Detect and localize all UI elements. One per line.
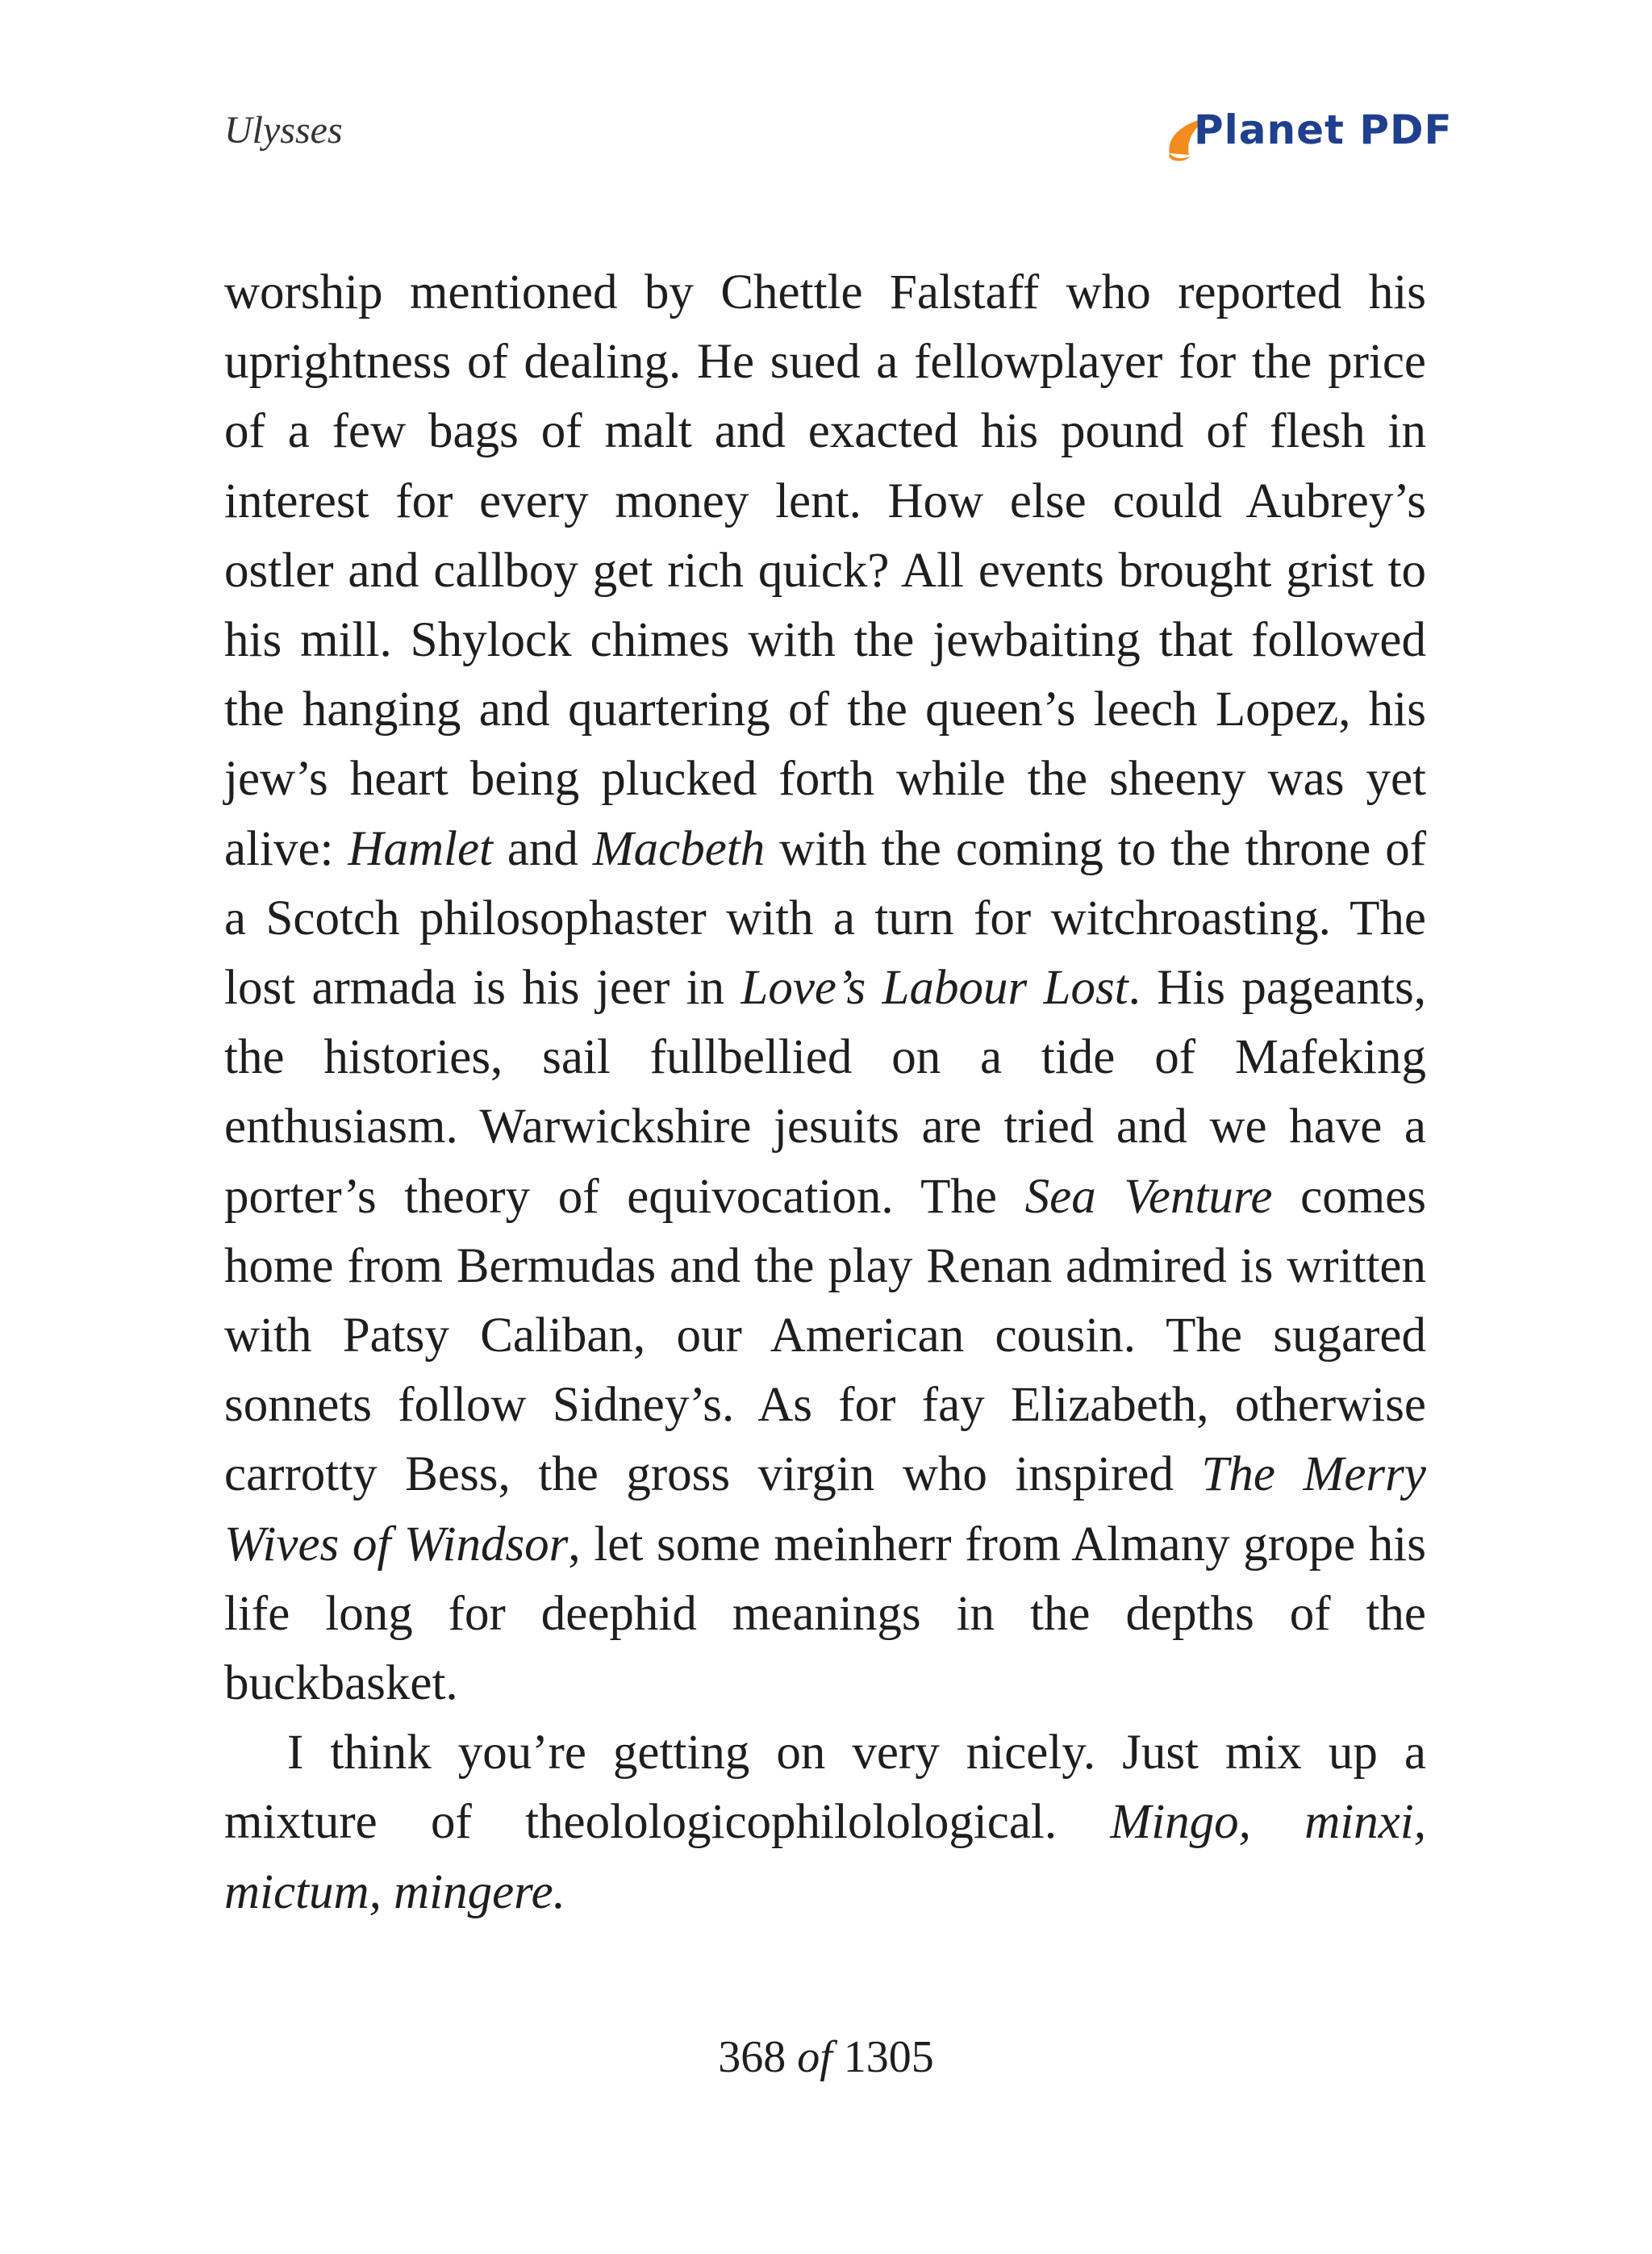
italic-text: The Merry Wives of Windsor <box>224 1447 1426 1572</box>
page-of: of <box>797 2032 832 2082</box>
logo-text: Planet PDF <box>1194 106 1453 153</box>
text-segment: with the coming to the throne of a Scotch philosophaster with a turn for witchroasting. The lost armada is his jeer in <box>224 821 1427 1016</box>
page-total: 1305 <box>843 2032 934 2082</box>
italic-text: Love’s Labour Lost <box>740 961 1128 1016</box>
text-segment: comes home from Bermudas and the play Renan admired is written with Patsy Caliban, our American cousin. The sugared sonnets follow Sidney’s. As for fay Elizabeth, otherwise carrotty Bess, the gross virgin who inspired <box>224 1169 1426 1502</box>
italic-text: Mingo, minxi, mictum, mingere. <box>224 1795 1426 1919</box>
text-segment: worship mentioned by Chettle Falstaff who reported his uprightness of dealing. He sued a fellowplayer for the price of a few bags of malt and exacted his pound of flesh in interest for every money lent. How else could Aubrey’s ostler and callboy get rich quick? All events brought grist to his mill. Shylock chimes with the jewbaiting that followed the hanging and quartering of the queen’s leech Lopez, his jew’s heart being plucked forth while the sheeny was yet alive: <box>224 265 1426 876</box>
italic-text: Macbeth <box>592 821 766 876</box>
body-text <box>224 258 1426 1927</box>
paragraph <box>224 258 1426 1718</box>
text-segment: , let some meinherr from Almany grope his life long for deephid meanings in the depths of the buckbasket. <box>224 1517 1426 1711</box>
text-segment: and <box>492 821 593 876</box>
running-title: Ulysses <box>224 109 343 152</box>
paragraph <box>224 1718 1426 1927</box>
italic-text: Hamlet <box>348 821 493 876</box>
page-current: 368 <box>718 2032 786 2082</box>
text-segment: I think you’re getting on very nicely. Just mix up a mixture of theolologicophilolological. <box>224 1726 1426 1850</box>
text-segment: . His pageants, the histories, sail fullbellied on a tide of Mafeking enthusiasm. Warwickshire jesuits are tried and we have a porter’s theory of equivocation. The <box>224 961 1426 1224</box>
planet-pdf-logo <box>1162 103 1453 168</box>
page-number <box>0 2031 1652 2083</box>
italic-text: Sea Venture <box>1024 1169 1273 1224</box>
